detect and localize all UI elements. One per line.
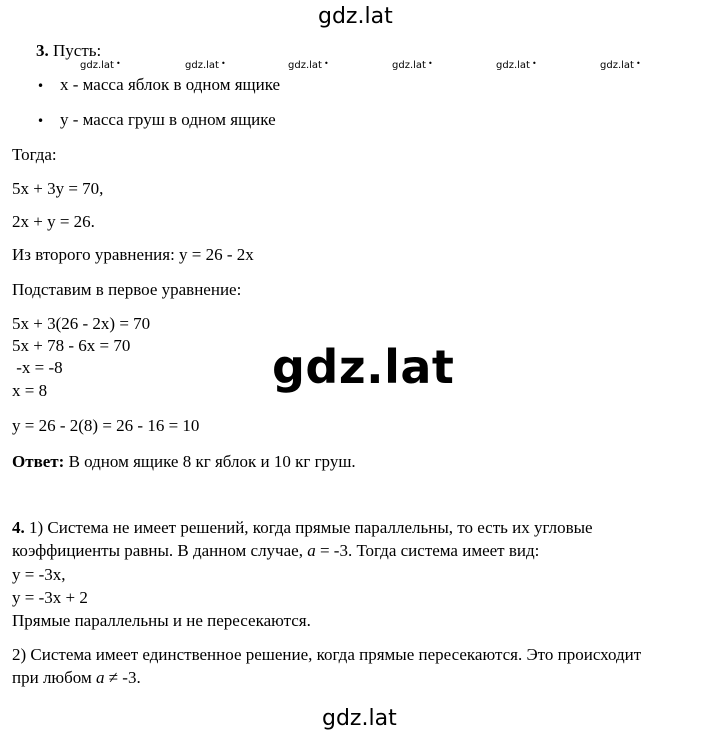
task3-step-1: 5x + 3(26 - 2x) = 70 (12, 314, 151, 333)
watermark-small: gdz.lat • (80, 59, 121, 71)
task4-number: 4. (12, 518, 25, 537)
bullet-icon: • (37, 114, 45, 128)
task4-p2-line2-a: при любом (12, 668, 96, 687)
task3-y-calc: y = 26 - 2(8) = 26 - 16 = 10 (12, 416, 200, 435)
task3-substitute: Подставим в первое уравнение: (12, 280, 242, 299)
answer-label: Ответ: (12, 452, 65, 471)
task4-p1-line1: 1) Система не имеет решений, когда прямые параллельны, то есть их угловые (24, 518, 593, 537)
task3-step-2: 5x + 78 - 6x = 70 (12, 336, 131, 355)
task4-p2-line2 (12, 668, 141, 688)
watermark-center: gdz.lat (272, 340, 455, 394)
watermark-bottom: gdz.lat (322, 706, 397, 731)
task4-p1-line2-a: коэффициенты равны. В данном случае, (12, 541, 308, 560)
answer-text: В одном ящике 8 кг яблок и 10 кг груш. (64, 452, 356, 471)
task3-bullet-1: x - масса яблок в одном ящике (60, 75, 281, 94)
task3-number: 3. (36, 41, 49, 60)
task3-intro: Пусть: (53, 41, 102, 60)
task4-system-1: y = -3x, (12, 565, 66, 584)
task3-equation-1: 5x + 3y = 70, (12, 179, 104, 198)
variable-a: a (95, 668, 105, 687)
task3-then: Тогда: (12, 145, 57, 164)
task3-from-second: Из второго уравнения: y = 26 - 2x (12, 245, 254, 264)
task3-step-4: x = 8 (12, 381, 48, 400)
watermark-top: gdz.lat (318, 4, 393, 29)
task4-p2-line1: 2) Система имеет единственное решение, когда прямые пересекаются. Это происходит (12, 645, 642, 664)
watermark-small: gdz.lat • (496, 59, 537, 71)
task3-equation-2: 2x + y = 26. (12, 212, 95, 231)
task4-parallel: Прямые параллельны и не пересекаются. (12, 611, 311, 630)
task3-answer (12, 452, 356, 472)
task3-heading (36, 41, 101, 61)
task4-system-2: y = -3x + 2 (12, 588, 88, 607)
task3-step-3: -x = -8 (12, 358, 63, 377)
task4-p2-line2-b: ≠ -3. (104, 668, 141, 687)
watermark-small: gdz.lat • (392, 59, 433, 71)
watermark-small: gdz.lat • (288, 59, 329, 71)
task4-p1-line2-b: = -3. Тогда система имеет вид: (315, 541, 540, 560)
task4-line-2 (12, 541, 539, 561)
task4-line-1 (12, 518, 593, 538)
watermark-small: gdz.lat • (600, 59, 641, 71)
bullet-icon: • (37, 79, 45, 93)
variable-a: a (307, 541, 316, 560)
watermark-small: gdz.lat • (185, 59, 226, 71)
task3-bullet-2: y - масса груш в одном ящике (60, 110, 276, 129)
